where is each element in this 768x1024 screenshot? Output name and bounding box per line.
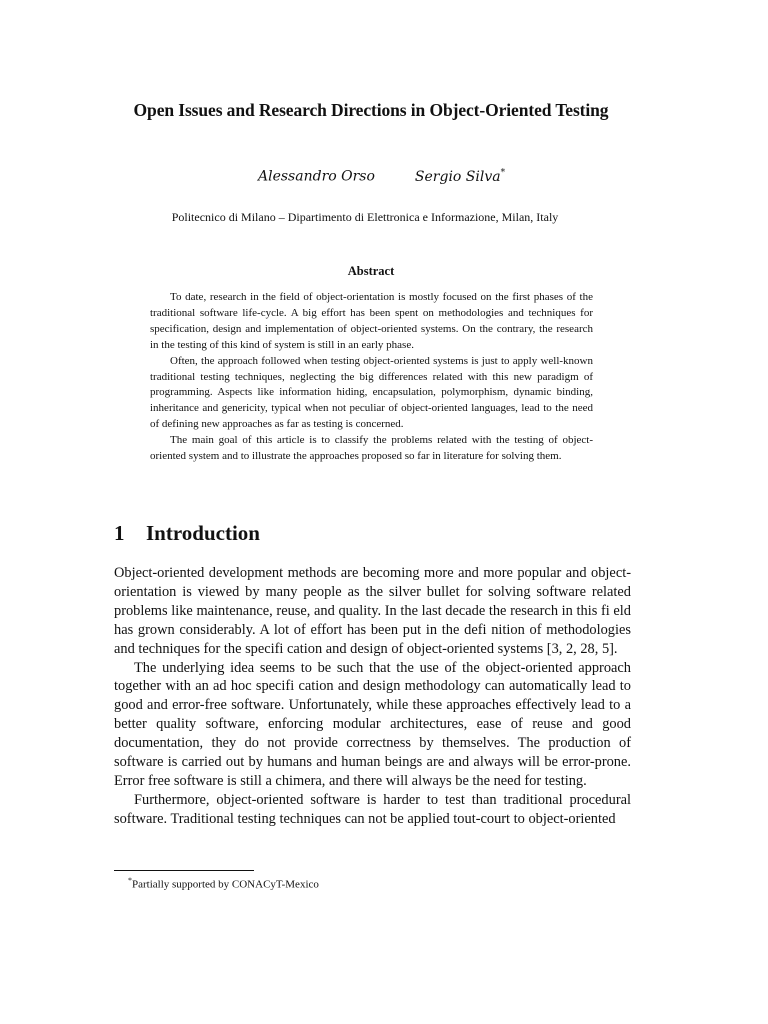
abstract-paragraph: To date, research in the field of object-orientation is mostly focused on the first phases of the traditional software life-cycle. A big effort has been spent on methodologies and techniques for specification, design and implementation of object-oriented systems. On the contrary, the research in the testing of this kind of system is still in an early phase. (150, 291, 593, 351)
abstract-heading: Abstract (347, 264, 395, 278)
abstract-body (150, 290, 593, 465)
footnote-rule (114, 870, 254, 871)
section-number: 1 (114, 521, 125, 545)
body-paragraph: The underlying idea seems to be such that the use of the object-oriented approach together with an ad hoc specifi cation and design methodology can automatically lead to good and error-free software. Unfortunately, while these approaches effectively lead to a better quality software, enforcing modular architectures, ease of reuse and good documentation, they do not provide correctness by themselves. The production of software is carried out by humans and human beings are and always will be error-prone. Error free software is still a chimera, and there will always be the need for testing. (114, 659, 631, 789)
author-name: Sergio Silva (414, 168, 501, 185)
footnote-mark: * (128, 876, 132, 885)
abstract-paragraph: Often, the approach followed when testing object-oriented systems is just to apply well-known traditional testing techniques, neglecting the big differences related with this new paradigm of programming. Aspects like information hiding, encapsulation, polymorphism, dynamic binding, inheritance and genericity, typical when not peculiar of object-oriented languages, lead to the need of defining new approaches as far as testing is concerned. (150, 354, 593, 431)
section-title: Introduction (146, 521, 260, 545)
section-heading (114, 521, 260, 546)
author-list (258, 168, 505, 185)
affiliation: Politecnico di Milano – Dipartimento di Elettronica e Informazione, Milan, Italy (171, 210, 559, 224)
section-body (114, 564, 631, 829)
footnote-text: Partially supported by CONACyT-Mexico (132, 878, 319, 891)
author-footnote-mark: * (500, 168, 506, 178)
body-paragraph: Furthermore, object-oriented software is harder to test than traditional procedural software. Traditional testing techniques can not be applied tout-court to object-oriented (114, 791, 631, 827)
body-paragraph: Object-oriented development methods are becoming more and more popular and object-orientation is viewed by many people as the silver bullet for solving software related problems like maintenance, reuse, and quality. In the last decade the research in this fi eld has grown considerably. A lot of effort has been put in the defi nition of methodologies and techniques for the specifi cation and design of object-oriented systems [3, 2, 28, 5]. (114, 565, 631, 657)
paper-title: Open Issues and Research Directions in Object-Oriented Testing (133, 100, 609, 120)
abstract-paragraph: The main goal of this article is to classify the problems related with the testing of object-oriented system and to illustrate the approaches proposed so far in literature for solving them. (150, 434, 593, 463)
author-name: Alessandro Orso (258, 168, 375, 185)
footnote (128, 876, 319, 891)
